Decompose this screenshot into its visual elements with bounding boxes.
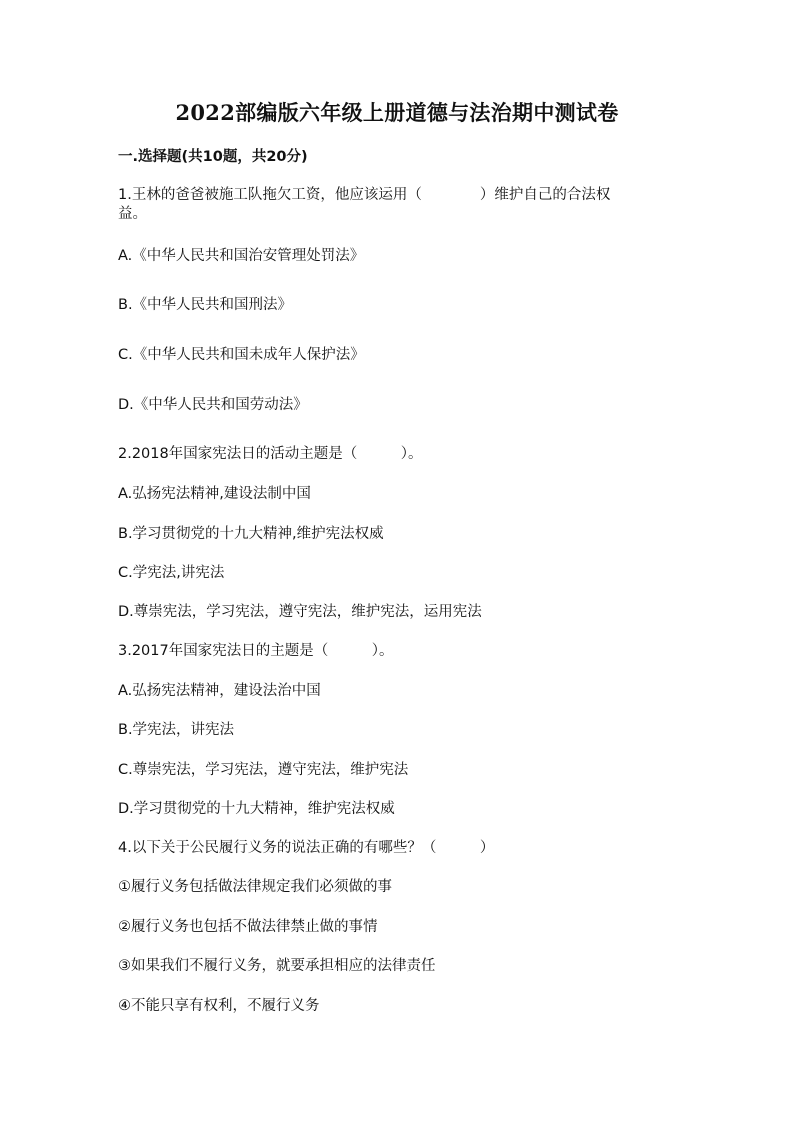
question-1-stem: 1.王林的爸爸被施工队拖欠工资，他应该运用（ ）维护自己的合法权: [118, 187, 611, 203]
question-3-stem: 3.2017年国家宪法日的主题是（ ）。: [118, 643, 394, 659]
question-4-statement-3: ③如果我们不履行义务，就要承担相应的法律责任: [118, 958, 436, 974]
question-2-stem: 2.2018年国家宪法日的活动主题是（ ）。: [118, 446, 423, 462]
question-2-option-b: B.学习贯彻党的十九大精神,维护宪法权威: [118, 526, 384, 542]
question-3-option-c: C.尊崇宪法，学习宪法，遵守宪法，维护宪法: [118, 762, 409, 778]
question-4-statement-4: ④不能只享有权利，不履行义务: [118, 998, 320, 1014]
question-4-statement-2: ②履行义务也包括不做法律禁止做的事情: [118, 919, 378, 935]
question-1-option-a: A.《中华人民共和国治安管理处罚法》: [118, 248, 365, 264]
question-1-option-c: C.《中华人民共和国未成年人保护法》: [118, 347, 365, 363]
question-4-stem: 4.以下关于公民履行义务的说法正确的有哪些？（ ）: [118, 840, 495, 856]
question-3-option-b: B.学宪法，讲宪法: [118, 722, 235, 738]
question-2-option-d: D.尊崇宪法，学习宪法，遵守宪法，维护宪法，运用宪法: [118, 604, 482, 620]
page-title: 2022部编版六年级上册道德与法治期中测试卷: [175, 100, 619, 125]
section-heading: 一.选择题(共10题，共20分): [118, 149, 308, 165]
question-2-option-c: C.学宪法,讲宪法: [118, 565, 225, 581]
question-1-option-d: D.《中华人民共和国劳动法》: [118, 397, 308, 413]
question-3-option-a: A.弘扬宪法精神，建设法治中国: [118, 683, 321, 699]
question-1-option-b: B.《中华人民共和国刑法》: [118, 297, 293, 313]
question-2-option-a: A.弘扬宪法精神,建设法制中国: [118, 486, 311, 502]
question-1-stem-continued: 益。: [118, 206, 147, 222]
question-3-option-d: D.学习贯彻党的十九大精神，维护宪法权威: [118, 801, 395, 817]
question-4-statement-1: ①履行义务包括做法律规定我们必须做的事: [118, 879, 392, 895]
